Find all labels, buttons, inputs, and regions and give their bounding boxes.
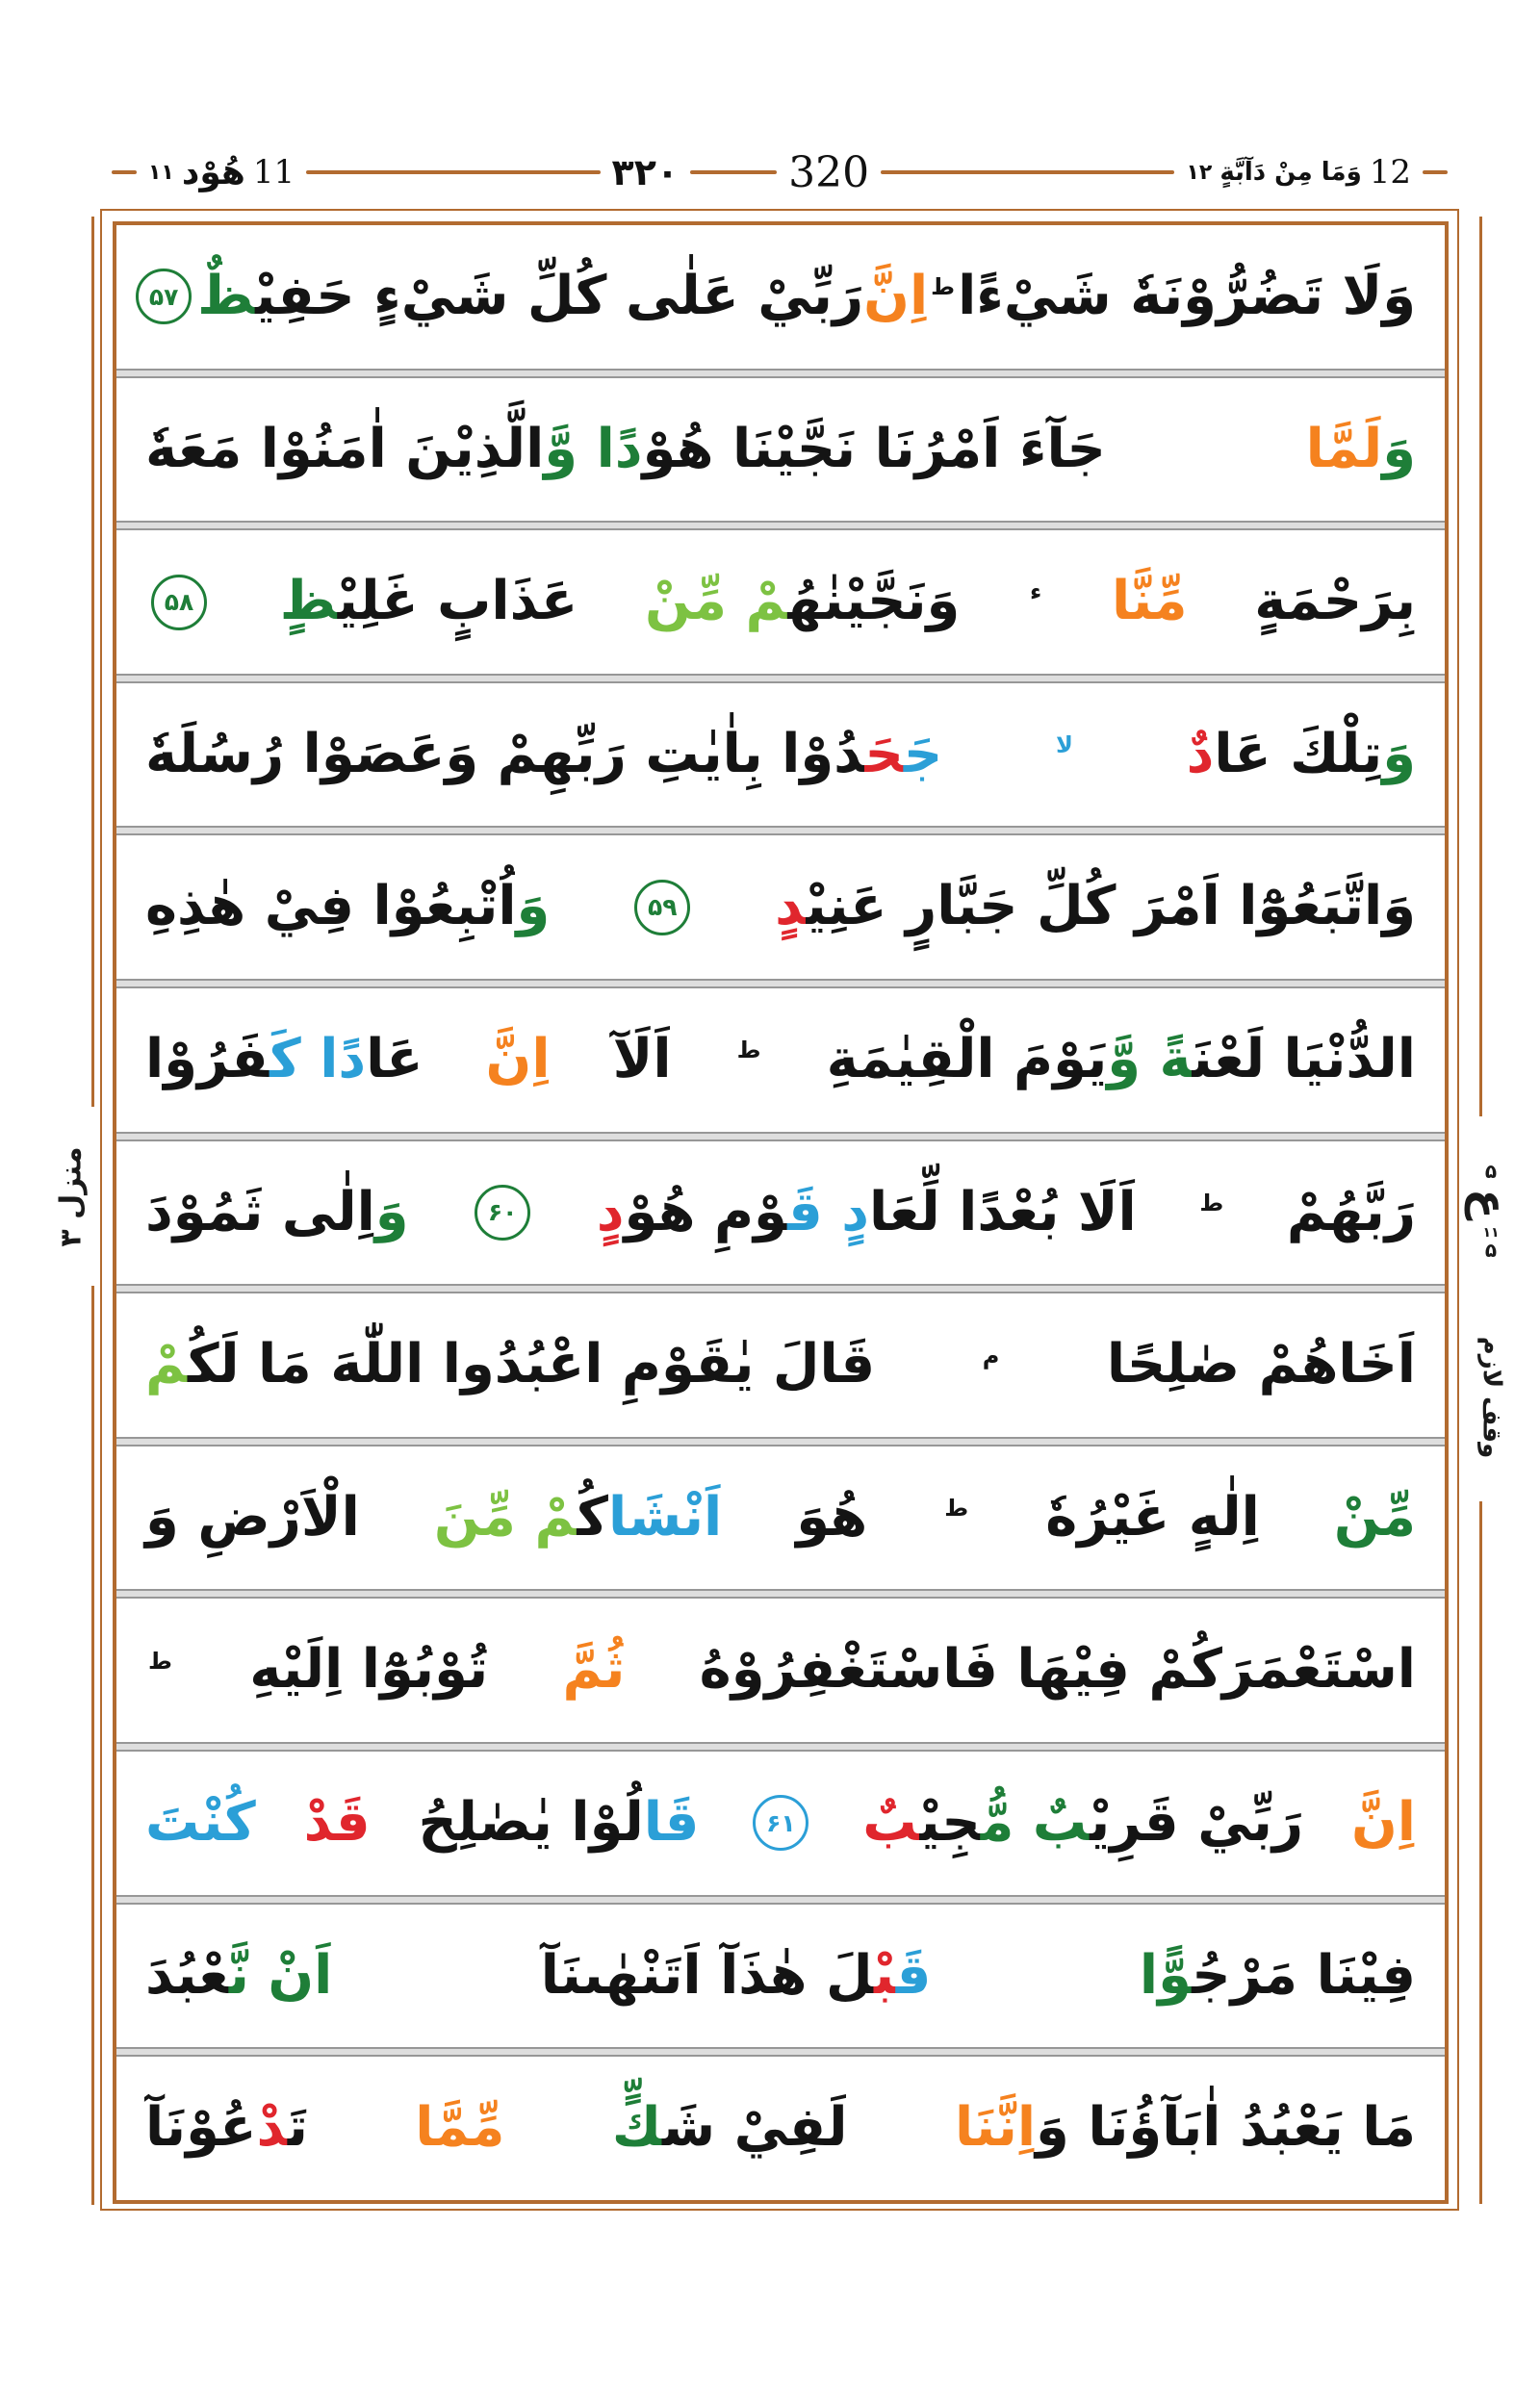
word-group bbox=[433, 1485, 723, 1549]
word-group bbox=[1112, 570, 1188, 633]
text-segment: دٌ bbox=[1186, 722, 1215, 785]
waqf-lazim-label: وقف لازم bbox=[1476, 1336, 1505, 1459]
text-segment: قَ bbox=[895, 1943, 932, 2007]
row-separator bbox=[116, 1284, 1445, 1293]
header-rule bbox=[306, 170, 600, 174]
ruku-ain-glyph: ع bbox=[1465, 1189, 1517, 1219]
text-segment: وْمِ هُوْ bbox=[624, 1180, 788, 1243]
word-group bbox=[485, 1027, 551, 1090]
text-segment: رَبِّيْ عَلٰى كُلِّ شَيْءٍ حَفِيْ bbox=[255, 264, 864, 327]
left-margin-rule-top bbox=[91, 217, 94, 1107]
text-segment: رَبِّيْ قَرِيْ bbox=[1090, 1791, 1304, 1854]
word-group bbox=[596, 1180, 1137, 1243]
text-segment: تَ bbox=[287, 2096, 308, 2160]
lines-container bbox=[116, 225, 1445, 2200]
header-rule bbox=[881, 170, 1174, 174]
row-separator bbox=[116, 674, 1445, 683]
waqf-mark: ط bbox=[1199, 1189, 1224, 1216]
word-group bbox=[775, 875, 1416, 938]
text-segment: هُوَ bbox=[796, 1485, 868, 1549]
word-group bbox=[1186, 722, 1416, 785]
quran-line bbox=[116, 1447, 1445, 1590]
word-group bbox=[145, 1943, 333, 2007]
row-separator bbox=[116, 1437, 1445, 1447]
page-number-indic: ۳۲۰ bbox=[611, 151, 680, 193]
word-group bbox=[1027, 574, 1044, 630]
word-group bbox=[954, 2096, 1416, 2160]
text-segment: يَوْمَ الْقِيٰمَةِ bbox=[826, 1027, 1108, 1090]
text-segment: مِّنَّا bbox=[1112, 570, 1188, 633]
word-group bbox=[197, 264, 864, 327]
text-segment: وَ bbox=[516, 875, 551, 938]
text-segment: ةً وَّ bbox=[1107, 1027, 1193, 1090]
text-segment: وَنَجَّيْنٰهُ bbox=[787, 570, 961, 633]
word-group bbox=[980, 1337, 1003, 1394]
word-group bbox=[644, 570, 961, 633]
text-segment: دُوْا بِاٰيٰتِ رَبِّهِمْ وَعَصَوْا رُسُلَهٗ bbox=[145, 722, 865, 785]
text-segment: وَ bbox=[1382, 722, 1416, 785]
waqf-mark: م bbox=[982, 1342, 1000, 1370]
word-group bbox=[796, 1485, 868, 1549]
word-group bbox=[1196, 1185, 1226, 1242]
text-segment: دًا كَ bbox=[270, 1027, 367, 1090]
text-segment: عَا bbox=[366, 1027, 424, 1090]
text-segment: الَّذِيْنَ اٰمَنُوْا مَعَهٗ bbox=[145, 417, 545, 480]
text-segment: اَنْشَا bbox=[607, 1485, 723, 1549]
word-group bbox=[145, 1485, 360, 1549]
ruku-number-beside: ۱۱ bbox=[1482, 1225, 1500, 1241]
text-segment: ظٌ bbox=[197, 264, 256, 327]
header-rule bbox=[690, 170, 777, 174]
word-group bbox=[303, 1791, 371, 1854]
text-segment: الْاَرْضِ وَ bbox=[145, 1485, 360, 1549]
text-segment: حَ bbox=[864, 722, 904, 785]
quran-line bbox=[116, 1752, 1445, 1895]
text-segment: وَ bbox=[374, 1180, 409, 1243]
word-group bbox=[958, 264, 1416, 327]
quran-line bbox=[116, 988, 1445, 1132]
text-segment: تِلْكَ عَا bbox=[1214, 722, 1383, 785]
row-separator bbox=[116, 521, 1445, 530]
text-segment: اِلٰى ثَمُوْدَ bbox=[145, 1180, 375, 1243]
text-segment: اسْتَعْمَرَكُمْ فِيْهَا فَاسْتَغْفِرُوْهُ bbox=[699, 1638, 1416, 1702]
surah-latin-number: 11 bbox=[252, 153, 295, 192]
word-group bbox=[145, 722, 943, 785]
text-segment: بٌ bbox=[862, 1791, 920, 1854]
left-margin-rule-bottom bbox=[91, 1286, 94, 2205]
surah-indic-number: ۱۱ bbox=[148, 160, 174, 185]
word-group bbox=[145, 1027, 424, 1090]
word-group bbox=[1286, 1180, 1416, 1243]
text-segment: عْبُدَ bbox=[145, 1943, 229, 2007]
text-segment: وَاتَّبَعُوْٓا اَمْرَ كُلِّ جَبَّارٍ عَنِيْ bbox=[806, 875, 1416, 938]
waqf-mark: ء bbox=[1030, 578, 1042, 606]
text-segment: فَرُوْا bbox=[145, 1027, 270, 1090]
row-separator bbox=[116, 979, 1445, 988]
text-segment: جَ bbox=[903, 722, 943, 785]
text-segment: عَذَابٍ غَلِيْ bbox=[337, 570, 578, 633]
word-group bbox=[611, 2096, 848, 2160]
word-group bbox=[1139, 1943, 1416, 2007]
word-group bbox=[1045, 1485, 1260, 1549]
word-group bbox=[562, 1638, 626, 1702]
ruku-number-below: ۵ bbox=[1484, 1239, 1498, 1262]
manzil-label: منزل ۳ bbox=[54, 1145, 89, 1247]
verse-marker: ۵۷ bbox=[136, 269, 192, 324]
verse-marker: ۶۰ bbox=[475, 1185, 530, 1241]
inner-frame bbox=[113, 221, 1449, 2204]
text-segment: دٍ bbox=[775, 875, 807, 938]
text-segment: جِيْ bbox=[919, 1791, 981, 1854]
right-margin-rule-bottom bbox=[1479, 1501, 1482, 2204]
word-group bbox=[734, 1032, 764, 1088]
word-group bbox=[145, 1180, 409, 1243]
verse-marker: ۶۱ bbox=[753, 1795, 808, 1851]
text-segment: اِنَّ bbox=[863, 264, 929, 327]
row-separator bbox=[116, 1589, 1445, 1599]
text-segment: قَالَ يٰقَوْمِ اعْبُدُوا اللّٰهَ مَا لَكُ bbox=[187, 1333, 876, 1396]
text-segment: اَلَا بُعْدًا لِّعَا bbox=[869, 1180, 1137, 1243]
waqf-mark: ط bbox=[736, 1037, 761, 1064]
text-segment: رَبَّهُمْ bbox=[1286, 1180, 1416, 1243]
text-segment: دًا وَّ bbox=[544, 417, 643, 480]
word-group bbox=[1106, 1333, 1416, 1396]
text-segment: مَا يَعْبُدُ اٰبَآؤُنَا وَ bbox=[1036, 2096, 1416, 2160]
header-rule bbox=[112, 170, 137, 174]
text-segment: لَمَّا bbox=[1305, 417, 1383, 480]
text-segment: اِنَّ bbox=[1351, 1791, 1416, 1854]
word-group bbox=[145, 1642, 175, 1699]
text-segment: بٌ مُّ bbox=[980, 1791, 1091, 1854]
verse-marker: ۵۹ bbox=[634, 880, 690, 935]
right-margin-rule-top bbox=[1479, 217, 1482, 1116]
text-segment: اِنَّ bbox=[485, 1027, 551, 1090]
waqf-mark: لا bbox=[1056, 731, 1073, 759]
text-segment: ظٍ bbox=[279, 570, 338, 633]
quran-line bbox=[116, 1599, 1445, 1742]
word-group bbox=[941, 1490, 971, 1547]
text-segment: كُنْتَ bbox=[145, 1791, 256, 1854]
word-group bbox=[1351, 1791, 1416, 1854]
quran-line bbox=[116, 835, 1445, 979]
verse-marker: ۵۸ bbox=[151, 575, 207, 630]
text-segment: قَدْ bbox=[303, 1791, 371, 1854]
quran-line bbox=[116, 530, 1445, 674]
text-segment: مِّمَّا bbox=[415, 2096, 505, 2160]
waqf-mark: ط bbox=[931, 273, 956, 301]
juz-label bbox=[1186, 153, 1411, 192]
text-segment: دٍ قَ bbox=[787, 1180, 870, 1243]
text-segment: تُوْبُوْٓا اِلَيْهِ bbox=[249, 1638, 489, 1702]
text-segment: كٍّ bbox=[611, 2096, 662, 2160]
text-segment: وًّا bbox=[1139, 1943, 1193, 2007]
word-group bbox=[415, 2096, 505, 2160]
quran-line bbox=[116, 2057, 1445, 2200]
text-segment: اَخَاهُمْ صٰلِحًا bbox=[1106, 1333, 1416, 1396]
row-separator bbox=[116, 1132, 1445, 1141]
text-segment: الدُّنْيَا لَعْنَ bbox=[1192, 1027, 1416, 1090]
text-segment: بْ bbox=[873, 1943, 896, 2007]
text-segment: كُ bbox=[577, 1485, 608, 1549]
page-number-latin: 320 bbox=[788, 147, 870, 197]
text-segment: عُوْنَآ bbox=[145, 2096, 257, 2160]
text-segment: مْ bbox=[145, 1333, 188, 1396]
text-segment: دْ bbox=[256, 2096, 288, 2160]
row-separator bbox=[116, 826, 1445, 835]
text-segment: جَآءَ اَمْرُنَا نَجَّيْنَا هُوْ bbox=[642, 417, 1106, 480]
word-group bbox=[145, 1333, 876, 1396]
juz-name: وَمَا مِنْ دَآبَّةٍ bbox=[1219, 158, 1362, 187]
word-group bbox=[1333, 1485, 1416, 1549]
word-group bbox=[145, 1791, 256, 1854]
text-segment: اَلَآ bbox=[612, 1027, 672, 1090]
row-separator bbox=[116, 2047, 1445, 2057]
text-segment: وَ bbox=[1382, 417, 1416, 480]
page-header bbox=[100, 141, 1459, 204]
word-group bbox=[826, 1027, 1416, 1090]
word-group bbox=[928, 269, 958, 325]
row-separator bbox=[116, 1895, 1445, 1905]
row-separator bbox=[116, 1742, 1445, 1752]
text-segment: دٍ bbox=[596, 1180, 625, 1243]
waqf-mark: ط bbox=[148, 1647, 172, 1675]
ruku-number-above: ۵ bbox=[1484, 1160, 1498, 1183]
quran-line bbox=[116, 683, 1445, 827]
quran-line bbox=[116, 1141, 1445, 1285]
text-segment: وَلَا تَضُرُّوْنَهٗ شَيْءًا bbox=[958, 264, 1416, 327]
juz-latin-number: 12 bbox=[1369, 153, 1411, 192]
text-segment: مِّنْ bbox=[1333, 1485, 1416, 1549]
text-segment: لَفِيْ شَ bbox=[662, 2096, 848, 2160]
text-segment: قَا bbox=[643, 1791, 700, 1854]
surah-name: هُوْد bbox=[181, 152, 245, 192]
word-group bbox=[145, 2096, 308, 2160]
word-group bbox=[249, 1638, 489, 1702]
word-group bbox=[862, 1791, 1304, 1854]
quran-line bbox=[116, 378, 1445, 522]
word-group bbox=[612, 1027, 672, 1090]
quran-line bbox=[116, 225, 1445, 369]
word-group bbox=[699, 1638, 1416, 1702]
word-group bbox=[145, 875, 551, 938]
word-group bbox=[1305, 417, 1416, 480]
text-segment: ثُمَّ bbox=[562, 1638, 626, 1702]
text-segment: مْ مِّنْ bbox=[644, 570, 788, 633]
header-rule bbox=[1423, 170, 1448, 174]
text-segment: مْ مِّنَ bbox=[433, 1485, 578, 1549]
word-group bbox=[1254, 570, 1416, 633]
juz-indic-number: ۱۲ bbox=[1186, 160, 1213, 185]
quran-line bbox=[116, 1293, 1445, 1437]
word-group bbox=[279, 570, 578, 633]
surah-label bbox=[148, 153, 295, 192]
row-separator bbox=[116, 369, 1445, 378]
word-group bbox=[540, 1943, 932, 2007]
ruku-marker bbox=[1450, 1124, 1532, 1297]
text-segment: اُتْبِعُوْا فِيْ هٰذِهِ bbox=[145, 875, 517, 938]
text-segment: فِيْنَا مَرْجُ bbox=[1192, 1943, 1416, 2007]
quran-line bbox=[116, 1905, 1445, 2048]
word-group bbox=[1053, 727, 1076, 783]
text-segment: اِلٰهٍ غَيْرُهٗ bbox=[1045, 1485, 1260, 1549]
text-segment: بِرَحْمَةٍ bbox=[1254, 570, 1416, 633]
word-group bbox=[145, 417, 1106, 480]
word-group bbox=[863, 264, 929, 327]
word-group bbox=[418, 1791, 700, 1854]
text-segment: لَ هٰذَآ اَتَنْهٰىنَآ bbox=[540, 1943, 874, 2007]
text-segment: اَنْ نَّ bbox=[228, 1943, 333, 2007]
text-segment: اِنَّنَا bbox=[954, 2096, 1037, 2160]
text-segment: لُوْا يٰصٰلِحُ bbox=[418, 1791, 644, 1854]
waqf-mark: ط bbox=[944, 1495, 969, 1523]
